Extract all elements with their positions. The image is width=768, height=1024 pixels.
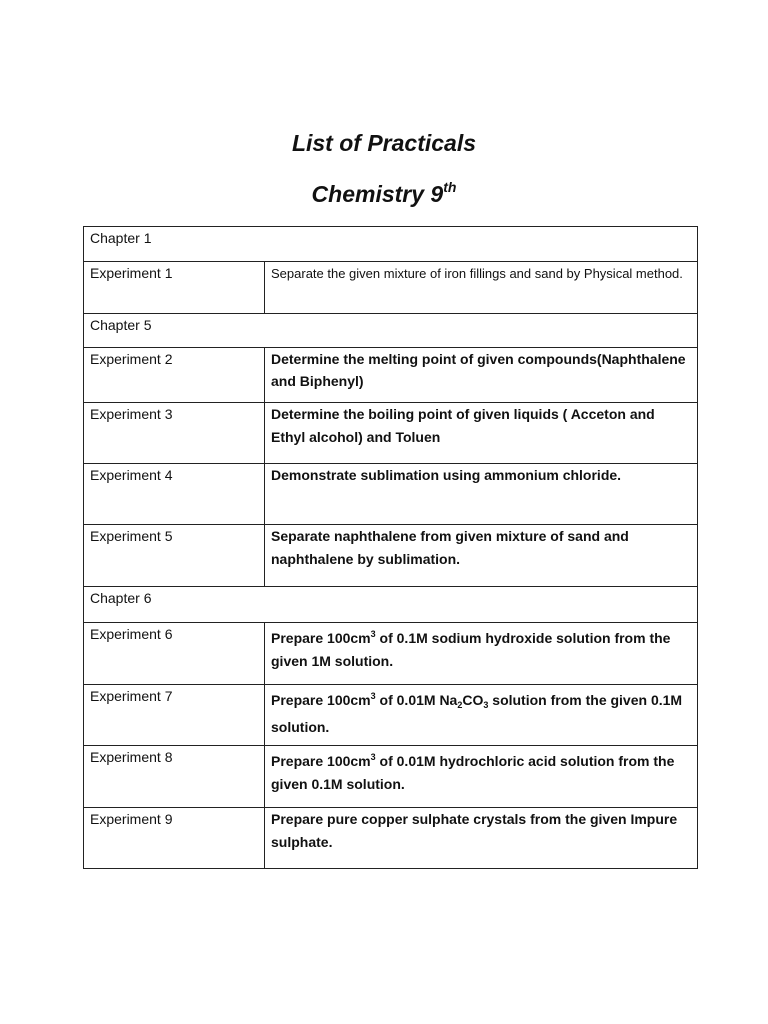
subscript: 2 — [457, 700, 463, 710]
chapter-row — [84, 227, 698, 262]
subscript: 3 — [483, 700, 489, 710]
description-text: Prepare 100cm — [271, 630, 371, 646]
description-text: Prepare 100cm — [271, 692, 371, 708]
experiment-row — [84, 808, 698, 869]
experiment-description — [265, 685, 698, 746]
description-text: of 0.01M hydrochloric acid solution from the given 0.1M solution. — [271, 753, 675, 792]
superscript: 3 — [370, 752, 376, 762]
chapter-label: Chapter 5 — [84, 314, 698, 348]
chapter-row — [84, 314, 698, 348]
description-text: of 0.1M sodium hydroxide solution from the given 1M solution. — [271, 630, 671, 669]
experiment-row — [84, 262, 698, 314]
description-text: solution from the given 0.1M solution. — [271, 692, 683, 735]
experiment-row — [84, 623, 698, 685]
superscript: 3 — [370, 691, 376, 701]
experiment-row — [84, 746, 698, 808]
experiment-label: Experiment 4 — [84, 464, 265, 525]
experiment-label: Experiment 7 — [84, 685, 265, 746]
description-text: CO — [462, 692, 484, 708]
experiment-description — [265, 746, 698, 808]
subtitle-superscript: th — [443, 179, 457, 195]
page-subtitle — [0, 179, 768, 208]
experiment-row — [84, 348, 698, 403]
description-text: Prepare 100cm — [271, 753, 371, 769]
experiment-row — [84, 685, 698, 746]
experiment-description: Separate naphthalene from given mixture of sand and naphthalene by sublimation. — [265, 525, 698, 587]
chapter-label: Chapter 6 — [84, 587, 698, 623]
practicals-table — [83, 226, 698, 869]
subtitle-text: Chemistry 9 — [311, 181, 444, 207]
chapter-label: Chapter 1 — [84, 227, 698, 262]
experiment-label: Experiment 6 — [84, 623, 265, 685]
experiment-label: Experiment 2 — [84, 348, 265, 403]
description-text: of 0.01M Na — [375, 692, 458, 708]
experiment-description: Determine the melting point of given compounds(Naphthalene and Biphenyl) — [265, 348, 698, 403]
experiment-label: Experiment 9 — [84, 808, 265, 869]
experiment-row — [84, 464, 698, 525]
experiment-description: Demonstrate sublimation using ammonium chloride. — [265, 464, 698, 525]
experiment-label: Experiment 5 — [84, 525, 265, 587]
experiment-description: Prepare pure copper sulphate crystals from the given Impure sulphate. — [265, 808, 698, 869]
experiment-description: Determine the boiling point of given liquids ( Acceton and Ethyl alcohol) and Toluen — [265, 403, 698, 464]
experiment-description — [265, 623, 698, 685]
chapter-row — [84, 587, 698, 623]
page-title: List of Practicals — [291, 130, 477, 156]
superscript: 3 — [370, 629, 376, 639]
experiment-description: Separate the given mixture of iron fillings and sand by Physical method. — [265, 262, 698, 314]
experiment-row — [84, 525, 698, 587]
experiment-label: Experiment 8 — [84, 746, 265, 808]
experiment-label: Experiment 3 — [84, 403, 265, 464]
experiment-row — [84, 403, 698, 464]
experiment-label: Experiment 1 — [84, 262, 265, 314]
